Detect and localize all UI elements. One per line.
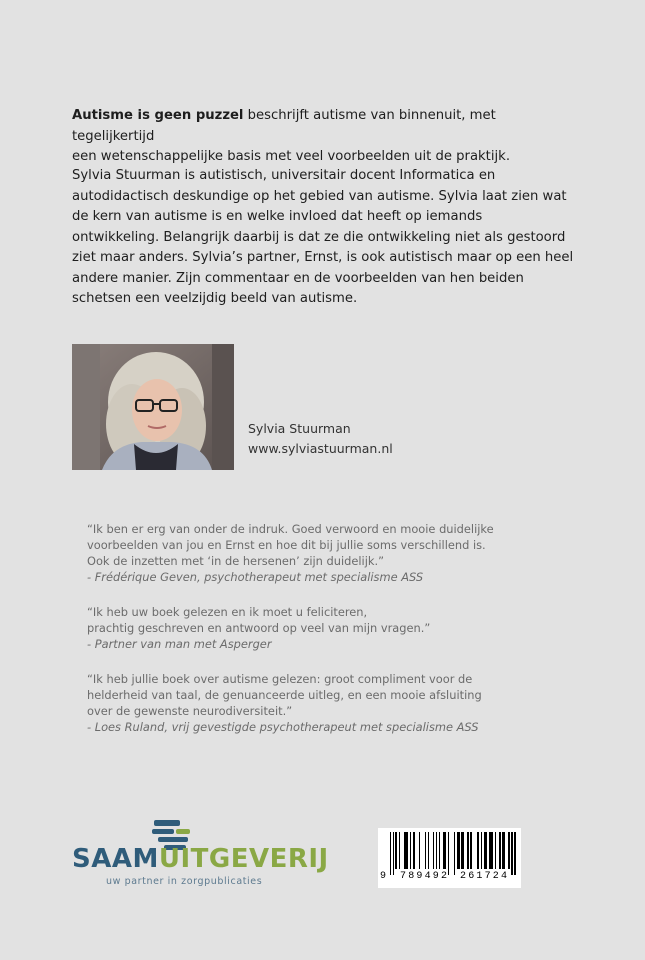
testimonial [87, 671, 557, 735]
barcode-bar [390, 832, 391, 875]
barcode-bar [399, 832, 400, 869]
quote-line: “Ik heb uw boek gelezen en ik moet u feliciteren, [87, 605, 368, 619]
intro-line2: een wetenschappelijke basis met veel voorbeelden uit de praktijk. [72, 149, 511, 164]
barcode-bar [448, 832, 449, 875]
barcode-bar [514, 832, 515, 875]
quote-line: prachtig geschreven en antwoord op veel van mijn vragen.” [87, 621, 431, 635]
barcode-bar [425, 832, 426, 869]
publisher-name [72, 844, 329, 874]
barcode-bar [428, 832, 429, 869]
quote-line: “Ik ben er erg van onder de indruk. Goed verwoord en mooie duidelijke [87, 522, 494, 536]
author-website: www.sylviastuurman.nl [248, 441, 393, 456]
barcode-bar [495, 832, 496, 869]
isbn-barcode [378, 828, 521, 888]
bio-line: ontwikkeling. Belangrijk daarbij is dat ze die ontwikkeling niet als gestoord [72, 229, 566, 245]
author-photo [72, 344, 234, 470]
barcode-bar [436, 832, 437, 869]
barcode-bar [502, 832, 505, 869]
quote-line: voorbeelden van jou en Ernst en hoe dit bij jullie soms verschillend is. [87, 538, 486, 552]
intro-line1: beschrijft autisme van binnenuit, met tegelijkertijd [72, 108, 496, 144]
barcode-bar [404, 832, 408, 869]
barcode-bar [443, 832, 446, 869]
barcode-bars [390, 832, 516, 869]
bio-line: de kern van autisme is en welke invloed dat heeft op iemands [72, 209, 483, 224]
author-name: Sylvia Stuurman [248, 421, 351, 436]
bio-paragraph [72, 166, 582, 310]
barcode-bar [433, 832, 434, 869]
book-title-inline: Autisme is geen puzzel [72, 108, 244, 123]
bio-line: schetsen een veelzijdig beeld van autisme. [72, 291, 358, 306]
barcode-bar [470, 832, 471, 869]
barcode-bar [477, 832, 480, 869]
quote-author: - Loes Ruland, vrij gevestigde psychotherapeut met specialisme ASS [87, 720, 479, 734]
barcode-group-2: 261724 [460, 871, 510, 882]
barcode-bar [454, 832, 455, 875]
intro-paragraph [72, 106, 582, 168]
quote-author: - Frédérique Geven, psychotherapeut met specialisme ASS [87, 570, 424, 584]
barcode-bar [484, 832, 487, 869]
publisher-tagline: uw partner in zorgpublicaties [106, 876, 263, 887]
quote-line: over de gewenste neurodiversiteit.” [87, 704, 293, 718]
author-portrait-icon [72, 344, 234, 470]
testimonial [87, 521, 557, 585]
bio-line: andere manier. Zijn commentaar en de voorbeelden van hen beiden [72, 270, 524, 286]
testimonials [87, 521, 557, 754]
photo-caption [248, 419, 393, 459]
barcode-bar [413, 832, 416, 869]
barcode-bar [457, 832, 460, 869]
barcode-lead-digit: 9 [380, 871, 387, 882]
barcode-group-1: 789492 [400, 871, 450, 882]
quote-line: “Ik heb jullie boek over autisme gelezen: groot compliment voor de [87, 672, 473, 686]
quote-line: helderheid van taal, de genuanceerde uitleg, en een mooie afsluiting [87, 688, 482, 702]
quote-line: Ook de inzetten met ‘in de hersenen’ zijn duidelijk.” [87, 554, 384, 568]
testimonial [87, 604, 557, 652]
barcode-bar [461, 832, 464, 869]
barcode-bar [511, 832, 512, 875]
barcode-bar [395, 832, 398, 869]
barcode-bar [410, 832, 411, 869]
bio-line: ziet maar anders. Sylvia’s partner, Ernst, is ook autistisch maar op een heel [72, 250, 574, 265]
barcode-bar [467, 832, 468, 869]
barcode-bar [439, 832, 440, 869]
bio-line: Sylvia Stuurman is autistisch, universitair docent Informatica en [72, 168, 496, 183]
barcode-bar [481, 832, 482, 869]
bio-line: autodidactisch deskundige op het gebied van autisme. Sylvia laat zien wat [72, 188, 567, 204]
quote-author: - Partner van man met Asperger [87, 637, 272, 651]
publisher-name-part1: SAAM [72, 844, 159, 874]
barcode-bar [489, 832, 493, 869]
barcode-bar [508, 832, 509, 869]
barcode-bar [419, 832, 420, 869]
publisher-name-part2: UITGEVERIJ [158, 844, 329, 874]
barcode-bar [499, 832, 500, 869]
